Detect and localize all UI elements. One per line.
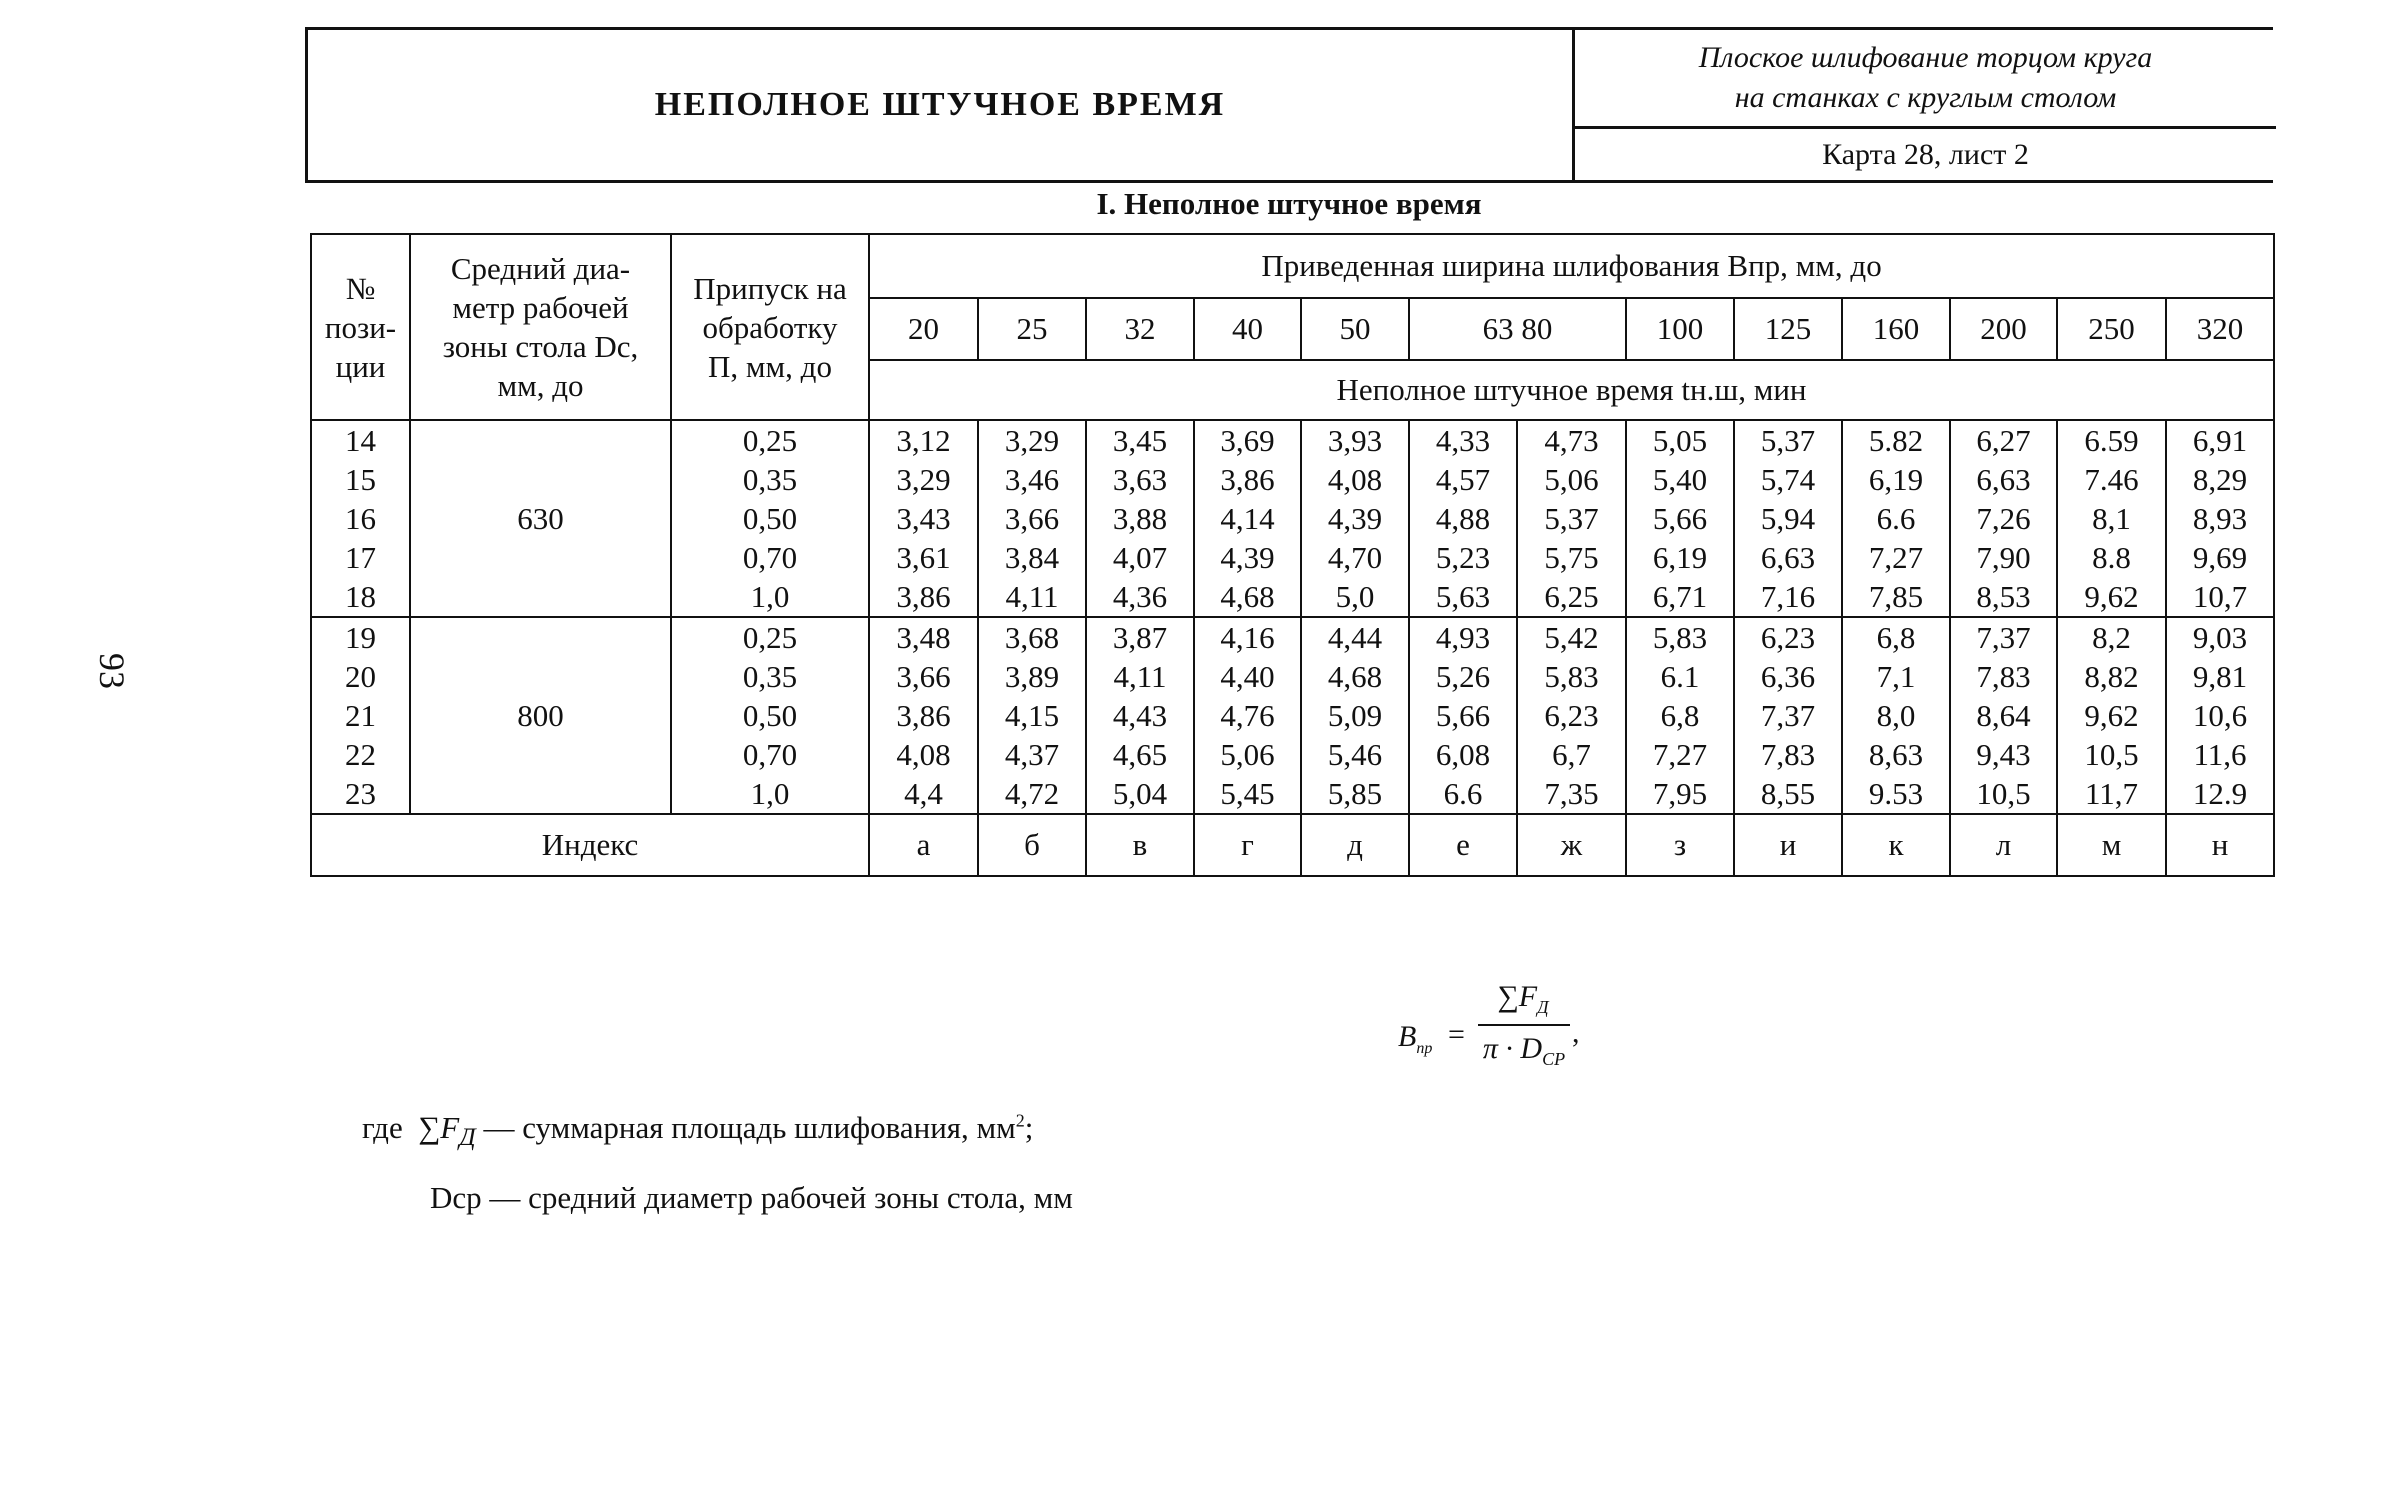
time-value: 3,48 bbox=[896, 620, 951, 655]
time-value: 10,5 bbox=[2084, 737, 2139, 772]
time-value: 5,40 bbox=[1652, 462, 1708, 497]
time-values-cell bbox=[2057, 420, 2166, 617]
time-value: 3,43 bbox=[896, 501, 951, 536]
time-value: 5,83 bbox=[1652, 620, 1708, 655]
time-value: 6.6 bbox=[1443, 776, 1483, 811]
time-value: 7,35 bbox=[1544, 776, 1599, 811]
allowance-value: 0,25 bbox=[742, 423, 798, 458]
time-value: 3,66 bbox=[1004, 501, 1060, 536]
time-value: 6,27 bbox=[1976, 423, 2031, 458]
index-label: Индекс bbox=[311, 814, 869, 876]
time-value: 4,39 bbox=[1220, 540, 1275, 575]
data-group bbox=[311, 420, 2274, 617]
time-value: 4,44 bbox=[1327, 620, 1383, 655]
time-values-cell bbox=[1842, 617, 1950, 814]
time-value: 5,63 bbox=[1435, 579, 1491, 614]
width-value: 63 80 bbox=[1409, 298, 1626, 360]
position-number: 18 bbox=[345, 579, 376, 614]
time-value: 4,36 bbox=[1112, 579, 1168, 614]
subtitle-line-2: на станках с круглым столом bbox=[1734, 81, 2117, 114]
time-value: 3,88 bbox=[1112, 501, 1168, 536]
time-value: 5,23 bbox=[1435, 540, 1491, 575]
time-value: 5,94 bbox=[1760, 501, 1816, 536]
time-value: 6,19 bbox=[1868, 462, 1924, 497]
header-line: пози- bbox=[324, 309, 397, 345]
time-values-cell bbox=[869, 420, 978, 617]
header-line: ции bbox=[335, 348, 386, 384]
time-values-cell bbox=[1409, 420, 1517, 617]
time-value: 8,55 bbox=[1760, 776, 1816, 811]
time-value: 10,6 bbox=[2192, 698, 2248, 733]
formula-numerator: $\sum F_Д$ bbox=[1497, 980, 1549, 1017]
time-value: 3,45 bbox=[1112, 423, 1168, 458]
time-value: 3,68 bbox=[1004, 620, 1060, 655]
diameter-cell: 630 bbox=[410, 420, 671, 617]
time-value: 4,88 bbox=[1435, 501, 1491, 536]
position-number: 23 bbox=[345, 776, 376, 811]
width-value: 125 bbox=[1734, 298, 1842, 360]
time-value: 6,19 bbox=[1652, 540, 1708, 575]
allowance-value: 1,0 bbox=[750, 776, 790, 811]
header-line: № bbox=[345, 270, 376, 306]
time-value: 5,04 bbox=[1112, 776, 1168, 811]
index-letter: д bbox=[1301, 814, 1409, 876]
time-value: 6,71 bbox=[1652, 579, 1708, 614]
time-value: 4,73 bbox=[1544, 423, 1599, 458]
time-value: 3,84 bbox=[1004, 540, 1060, 575]
time-value: 4,16 bbox=[1220, 620, 1275, 655]
time-value: 5,06 bbox=[1220, 737, 1275, 772]
time-value: 4,07 bbox=[1112, 540, 1168, 575]
time-value: 9,81 bbox=[2192, 659, 2248, 694]
header-line: Припуск на bbox=[693, 270, 847, 306]
time-value: 8,93 bbox=[2192, 501, 2248, 536]
document-title: НЕПОЛНОЕ ШТУЧНОЕ ВРЕМЯ bbox=[308, 30, 1575, 180]
document-subtitle bbox=[1575, 30, 2276, 129]
time-value: 8,53 bbox=[1976, 579, 2031, 614]
index-letter: б bbox=[978, 814, 1086, 876]
width-value: 320 bbox=[2166, 298, 2274, 360]
allowance-value: 0,25 bbox=[742, 620, 798, 655]
time-value: 5,46 bbox=[1327, 737, 1383, 772]
width-value: 25 bbox=[978, 298, 1086, 360]
width-value: 32 bbox=[1086, 298, 1194, 360]
time-value: 8,64 bbox=[1976, 698, 2031, 733]
time-value: 4,68 bbox=[1220, 579, 1275, 614]
time-value: 10,7 bbox=[2192, 579, 2248, 614]
note-sum-area: где $\sum F_Д$ — суммарная площадь шлифования, $мм^2$; bbox=[362, 1110, 1034, 1152]
time-value: 5.82 bbox=[1868, 423, 1924, 458]
time-value: 5,37 bbox=[1544, 501, 1599, 536]
time-value: 4,93 bbox=[1435, 620, 1491, 655]
time-value: 4,11 bbox=[1005, 579, 1059, 614]
time-value: 11,7 bbox=[2084, 776, 2139, 811]
time-value: 5,83 bbox=[1544, 659, 1599, 694]
time-value: 7,26 bbox=[1976, 501, 2031, 536]
time-value: 4,40 bbox=[1220, 659, 1275, 694]
time-value: 9,03 bbox=[2192, 620, 2248, 655]
time-value: 5,66 bbox=[1652, 501, 1708, 536]
time-value: 6.59 bbox=[2084, 423, 2139, 458]
allowance-value: 0,70 bbox=[742, 540, 798, 575]
time-values-cell bbox=[1409, 617, 1517, 814]
time-value: 6,63 bbox=[1760, 540, 1816, 575]
time-value: 4,39 bbox=[1327, 501, 1383, 536]
time-value: 6,25 bbox=[1544, 579, 1599, 614]
time-value: 3,69 bbox=[1220, 423, 1275, 458]
time-value: 7,90 bbox=[1976, 540, 2031, 575]
time-value: 4,72 bbox=[1004, 776, 1060, 811]
formula-equals: = bbox=[1448, 1018, 1465, 1051]
time-value: 4,70 bbox=[1327, 540, 1383, 575]
time-values-cell bbox=[1086, 420, 1194, 617]
time-values-cell bbox=[2166, 617, 2274, 814]
time-value: 8,0 bbox=[1876, 698, 1916, 733]
header-diameter bbox=[410, 234, 671, 420]
index-letter: е bbox=[1409, 814, 1517, 876]
time-value: 4,68 bbox=[1327, 659, 1383, 694]
time-value: 8,63 bbox=[1868, 737, 1924, 772]
index-letter: ж bbox=[1517, 814, 1626, 876]
time-value: 9,62 bbox=[2084, 698, 2139, 733]
time-value: 5,75 bbox=[1544, 540, 1599, 575]
time-value: 5,45 bbox=[1220, 776, 1275, 811]
time-value: 7,37 bbox=[1976, 620, 2031, 655]
time-value: 4,11 bbox=[1113, 659, 1167, 694]
time-value: 3,12 bbox=[896, 423, 951, 458]
time-value: 3,29 bbox=[896, 462, 951, 497]
time-value: 3,87 bbox=[1112, 620, 1168, 655]
time-value: 7,37 bbox=[1760, 698, 1816, 733]
time-value: 9,69 bbox=[2192, 540, 2248, 575]
time-values-cell bbox=[1301, 617, 1409, 814]
time-values-cell bbox=[978, 420, 1086, 617]
time-value: 6,23 bbox=[1544, 698, 1599, 733]
time-value: 4,43 bbox=[1112, 698, 1168, 733]
time-value: 8,29 bbox=[2192, 462, 2248, 497]
allowances-cell bbox=[671, 617, 869, 814]
header-width: Приведенная ширина шлифования Впр, мм, до bbox=[869, 234, 2274, 298]
position-number: 14 bbox=[345, 423, 376, 458]
time-values-cell bbox=[1950, 617, 2057, 814]
index-letter: л bbox=[1950, 814, 2057, 876]
width-value: 40 bbox=[1194, 298, 1301, 360]
time-value: 3,46 bbox=[1004, 462, 1060, 497]
index-letter: а bbox=[869, 814, 978, 876]
header-line: зоны стола Dc, bbox=[442, 329, 639, 364]
time-value: 5,09 bbox=[1327, 698, 1383, 733]
time-values-cell bbox=[1626, 420, 1734, 617]
time-values-cell bbox=[978, 617, 1086, 814]
time-value: 3,86 bbox=[1220, 462, 1275, 497]
time-value: 7,85 bbox=[1868, 579, 1924, 614]
time-value: 3,93 bbox=[1327, 423, 1383, 458]
time-value: 10,5 bbox=[1976, 776, 2031, 811]
width-value: 250 bbox=[2057, 298, 2166, 360]
width-value: 100 bbox=[1626, 298, 1734, 360]
time-value: 9,62 bbox=[2084, 579, 2139, 614]
position-number: 16 bbox=[345, 501, 376, 536]
time-value: 7,83 bbox=[1760, 737, 1816, 772]
time-values-cell bbox=[1950, 420, 2057, 617]
card-number: Карта 28, лист 2 bbox=[1822, 137, 2029, 171]
time-value: 4,15 bbox=[1004, 698, 1060, 733]
time-value: 5,26 bbox=[1435, 659, 1491, 694]
header-line: Средний диа- bbox=[450, 251, 631, 286]
formula-fraction-bar bbox=[1478, 1024, 1570, 1026]
allowance-value: 0,35 bbox=[742, 462, 798, 497]
time-values-cell bbox=[1517, 617, 1626, 814]
time-values-cell bbox=[1734, 617, 1842, 814]
index-row bbox=[311, 814, 2274, 876]
time-value: 4,37 bbox=[1004, 737, 1060, 772]
time-value: 4,08 bbox=[1327, 462, 1383, 497]
header-line: П, мм, до bbox=[708, 348, 832, 384]
time-value: 3,66 bbox=[896, 659, 951, 694]
time-value: 7.46 bbox=[2084, 462, 2139, 497]
time-value: 5,66 bbox=[1435, 698, 1491, 733]
time-value: 4,4 bbox=[904, 776, 943, 811]
time-values-cell bbox=[2057, 617, 2166, 814]
time-value: 5,37 bbox=[1760, 423, 1816, 458]
diameter-cell: 800 bbox=[410, 617, 671, 814]
header-line: мм, до bbox=[497, 368, 584, 403]
time-value: 6,08 bbox=[1435, 737, 1491, 772]
time-value: 4,76 bbox=[1220, 698, 1275, 733]
subtitle-line-1: Плоское шлифование торцом круга bbox=[1698, 41, 2153, 74]
position-number: 19 bbox=[345, 620, 376, 655]
formula: $B_{пр}$ = $\sum F_Д$ $\pi \cdot D_{CP}$ , bbox=[1398, 980, 1580, 1069]
time-value: 6,63 bbox=[1976, 462, 2031, 497]
time-values-cell bbox=[2166, 420, 2274, 617]
header-line: обработку bbox=[702, 309, 838, 345]
time-value: 3,86 bbox=[896, 698, 951, 733]
position-number: 17 bbox=[345, 540, 376, 575]
allowance-value: 1,0 bbox=[750, 579, 790, 614]
time-values-cell bbox=[1517, 420, 1626, 617]
time-value: 3,63 bbox=[1112, 462, 1168, 497]
position-number: 20 bbox=[345, 659, 376, 694]
time-value: 5,85 bbox=[1327, 776, 1383, 811]
time-value: 11,6 bbox=[2193, 737, 2247, 772]
width-value: 200 bbox=[1950, 298, 2057, 360]
time-value: 6,8 bbox=[1876, 620, 1916, 655]
positions-cell bbox=[311, 420, 410, 617]
time-value: 6,23 bbox=[1760, 620, 1816, 655]
time-value: 6,8 bbox=[1660, 698, 1700, 733]
document-header bbox=[305, 27, 2273, 183]
index-letter: и bbox=[1734, 814, 1842, 876]
time-value: 7,27 bbox=[1868, 540, 1924, 575]
header-allowance bbox=[671, 234, 869, 420]
formula-lhs: $B_{пр}$ bbox=[1398, 1020, 1433, 1057]
allowance-value: 0,70 bbox=[742, 737, 798, 772]
time-value: 6,36 bbox=[1760, 659, 1816, 694]
width-value: 50 bbox=[1301, 298, 1409, 360]
index-letter: м bbox=[2057, 814, 2166, 876]
header-position bbox=[311, 234, 410, 420]
time-value: 5,05 bbox=[1652, 423, 1708, 458]
time-values-cell bbox=[869, 617, 978, 814]
time-value: 8,82 bbox=[2084, 659, 2139, 694]
time-value: 8.8 bbox=[2092, 540, 2131, 575]
time-value: 5,74 bbox=[1760, 462, 1816, 497]
index-letter: в bbox=[1086, 814, 1194, 876]
time-value: 6.1 bbox=[1660, 659, 1700, 694]
time-value: 7,27 bbox=[1652, 737, 1708, 772]
time-value: 5,0 bbox=[1335, 579, 1375, 614]
position-number: 21 bbox=[345, 698, 376, 733]
time-value: 9.53 bbox=[1868, 776, 1924, 811]
data-group bbox=[311, 617, 2274, 814]
time-value: 3,89 bbox=[1004, 659, 1060, 694]
time-value: 7,16 bbox=[1760, 579, 1816, 614]
time-value: 8,1 bbox=[2092, 501, 2131, 536]
position-number: 22 bbox=[345, 737, 376, 772]
time-values-cell bbox=[1734, 420, 1842, 617]
index-letter: з bbox=[1626, 814, 1734, 876]
time-value: 3,86 bbox=[896, 579, 951, 614]
header-time: Неполное штучное время tн.ш, мин bbox=[869, 360, 2274, 420]
formula-denominator: $\pi \cdot D_{CP}$ bbox=[1482, 1032, 1566, 1069]
allowance-value: 0,50 bbox=[742, 698, 798, 733]
time-value: 5,42 bbox=[1544, 620, 1599, 655]
page-number: 93 bbox=[92, 653, 132, 689]
index-letter: к bbox=[1842, 814, 1950, 876]
time-table bbox=[310, 233, 2275, 877]
header-line: метр рабочей bbox=[452, 290, 629, 325]
index-letter: н bbox=[2166, 814, 2274, 876]
time-value: 4,57 bbox=[1435, 462, 1491, 497]
allowance-value: 0,50 bbox=[742, 501, 798, 536]
time-value: 3,61 bbox=[896, 540, 951, 575]
time-value: 3,29 bbox=[1004, 423, 1060, 458]
time-value: 5,06 bbox=[1544, 462, 1599, 497]
time-value: 4,08 bbox=[896, 737, 951, 772]
width-value: 20 bbox=[869, 298, 978, 360]
width-value: 160 bbox=[1842, 298, 1950, 360]
allowance-value: 0,35 bbox=[742, 659, 798, 694]
time-values-cell bbox=[1194, 420, 1301, 617]
note-diameter: Dcp — средний диаметр рабочей зоны стола, мм bbox=[430, 1180, 1073, 1215]
time-value: 12.9 bbox=[2192, 776, 2248, 811]
time-value: 4,33 bbox=[1435, 423, 1491, 458]
time-value: 7,95 bbox=[1652, 776, 1708, 811]
time-value: 4,14 bbox=[1220, 501, 1275, 536]
position-number: 15 bbox=[345, 462, 376, 497]
time-value: 8,2 bbox=[2092, 620, 2131, 655]
time-values-cell bbox=[1194, 617, 1301, 814]
positions-cell bbox=[311, 617, 410, 814]
section-title: I. Неполное штучное время bbox=[1096, 186, 1482, 221]
time-value: 6,91 bbox=[2192, 423, 2248, 458]
time-value: 6,7 bbox=[1552, 737, 1591, 772]
time-value: 4,65 bbox=[1112, 737, 1168, 772]
time-values-cell bbox=[1301, 420, 1409, 617]
time-values-cell bbox=[1842, 420, 1950, 617]
time-value: 9,43 bbox=[1976, 737, 2031, 772]
allowances-cell bbox=[671, 420, 869, 617]
time-values-cell bbox=[1086, 617, 1194, 814]
time-values-cell bbox=[1626, 617, 1734, 814]
time-value: 7,1 bbox=[1876, 659, 1916, 694]
time-value: 7,83 bbox=[1976, 659, 2031, 694]
time-value: 6.6 bbox=[1876, 501, 1916, 536]
index-letter: г bbox=[1194, 814, 1301, 876]
